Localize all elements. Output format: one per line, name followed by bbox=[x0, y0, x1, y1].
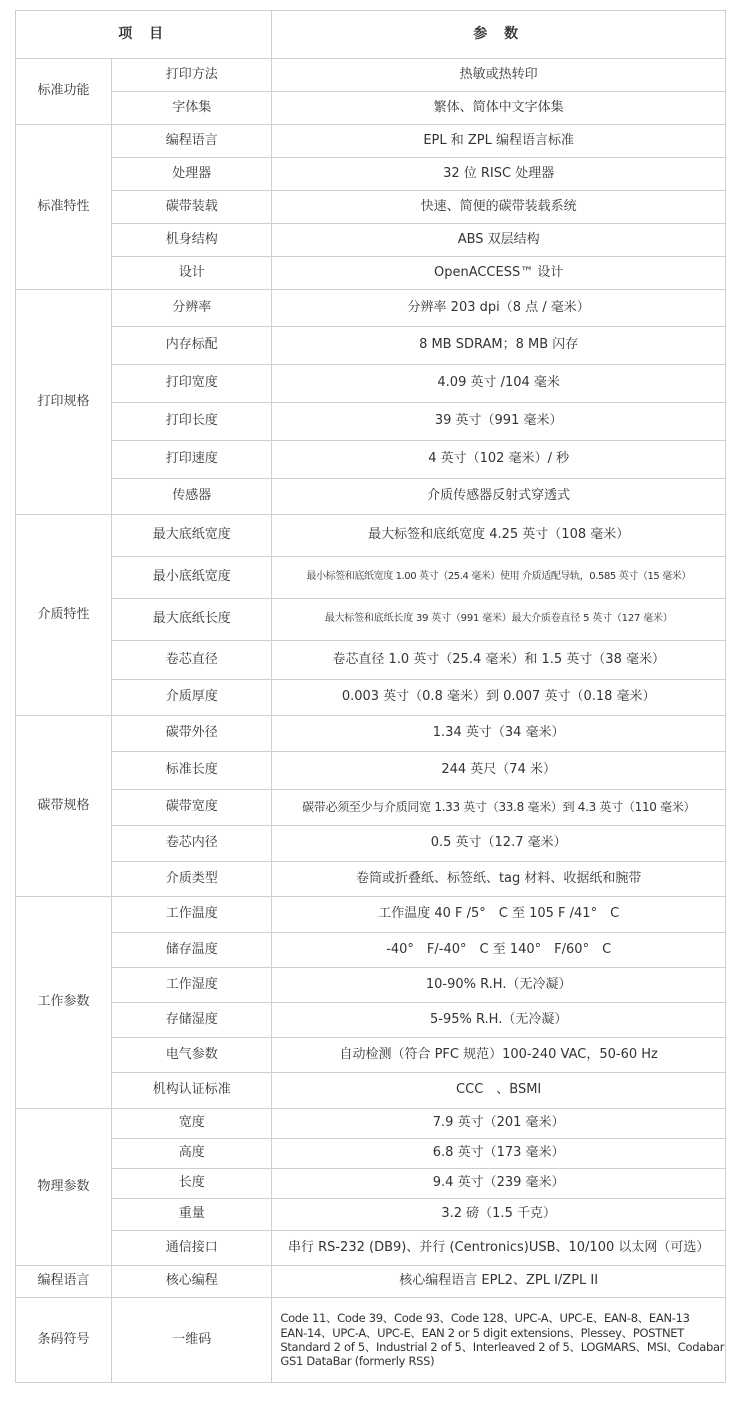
item-value: 最大标签和底纸宽度 4.25 英寸（108 毫米） bbox=[272, 515, 726, 557]
table-row bbox=[16, 557, 726, 599]
item-value: 热敏或热转印 bbox=[272, 59, 726, 92]
group-label: 标准功能 bbox=[16, 59, 112, 125]
table-row bbox=[16, 680, 726, 716]
table-row bbox=[16, 1038, 726, 1073]
item-label: 介质类型 bbox=[112, 862, 272, 897]
item-value: 5-95% R.H.（无冷凝） bbox=[272, 1003, 726, 1038]
table-row bbox=[16, 599, 726, 641]
item-label: 存储湿度 bbox=[112, 1003, 272, 1038]
item-label: 工作湿度 bbox=[112, 968, 272, 1003]
table-row bbox=[16, 641, 726, 680]
item-value: 1.34 英寸（34 毫米） bbox=[272, 716, 726, 752]
item-label: 传感器 bbox=[112, 479, 272, 515]
item-value: -40° F/-40° C 至 140° F/60° C bbox=[272, 933, 726, 968]
item-label: 最大底纸宽度 bbox=[112, 515, 272, 557]
table-row bbox=[16, 59, 726, 92]
item-label: 卷芯内径 bbox=[112, 826, 272, 862]
item-value: 快速、简便的碳带装载系统 bbox=[272, 191, 726, 224]
table-row bbox=[16, 1139, 726, 1169]
item-value: 最大标签和底纸长度 39 英寸（991 毫米）最大介质卷直径 5 英寸（127 毫米） bbox=[272, 599, 726, 641]
header-item: 项 目 bbox=[16, 11, 272, 59]
item-value: 卷芯直径 1.0 英寸（25.4 毫米）和 1.5 英寸（38 毫米） bbox=[272, 641, 726, 680]
barcode-line: Standard 2 of 5、Industrial 2 of 5、Interleaved 2 of 5、LOGMARS、MSI、Codabar bbox=[280, 1340, 725, 1354]
table-row bbox=[16, 125, 726, 158]
barcode-list bbox=[272, 1298, 726, 1383]
item-value: 工作温度 40 F /5° C 至 105 F /41° C bbox=[272, 897, 726, 933]
item-label: 一维码 bbox=[112, 1298, 272, 1383]
item-value: 9.4 英寸（239 毫米） bbox=[272, 1169, 726, 1199]
item-value: ABS 双层结构 bbox=[272, 224, 726, 257]
item-label: 宽度 bbox=[112, 1109, 272, 1139]
table-row bbox=[16, 257, 726, 290]
item-value: 最小标签和底纸宽度 1.00 英寸（25.4 毫米）使用 介质适配导轨，0.585 英寸（15 毫米） bbox=[272, 557, 726, 599]
barcode-line: Code 11、Code 39、Code 93、Code 128、UPC-A、UPC-E、EAN-8、EAN-13 bbox=[280, 1311, 690, 1326]
table-row bbox=[16, 515, 726, 557]
item-label: 标准长度 bbox=[112, 752, 272, 790]
table-row bbox=[16, 290, 726, 327]
table-row bbox=[16, 1003, 726, 1038]
group-label: 工作参数 bbox=[16, 897, 112, 1109]
item-value: 碳带必须至少与介质同宽 1.33 英寸（33.8 毫米）到 4.3 英寸（110 毫米） bbox=[272, 790, 726, 826]
table-row bbox=[16, 1266, 726, 1298]
item-label: 内存标配 bbox=[112, 327, 272, 365]
table-row bbox=[16, 1073, 726, 1109]
item-value: 244 英尺（74 米） bbox=[272, 752, 726, 790]
spec-table bbox=[15, 10, 726, 1383]
item-value: 3.2 磅（1.5 千克） bbox=[272, 1199, 726, 1231]
item-label: 碳带宽度 bbox=[112, 790, 272, 826]
item-value: 分辨率 203 dpi（8 点 / 毫米） bbox=[272, 290, 726, 327]
item-value: OpenACCESS™ 设计 bbox=[272, 257, 726, 290]
group-label: 标准特性 bbox=[16, 125, 112, 290]
table-row bbox=[16, 897, 726, 933]
table-row bbox=[16, 862, 726, 897]
item-label: 设计 bbox=[112, 257, 272, 290]
table-row bbox=[16, 327, 726, 365]
item-label: 打印宽度 bbox=[112, 365, 272, 403]
item-value: 7.9 英寸（201 毫米） bbox=[272, 1109, 726, 1139]
item-label: 机构认证标准 bbox=[112, 1073, 272, 1109]
item-value: 4 英寸（102 毫米）/ 秒 bbox=[272, 441, 726, 479]
item-label: 高度 bbox=[112, 1139, 272, 1169]
table-row bbox=[16, 92, 726, 125]
group-label: 打印规格 bbox=[16, 290, 112, 515]
table-row bbox=[16, 441, 726, 479]
table-row bbox=[16, 1169, 726, 1199]
header-row bbox=[16, 11, 726, 59]
barcode-line: EAN-14、UPC-A、UPC-E、EAN 2 or 5 digit extensions、Plessey、POSTNET bbox=[280, 1325, 684, 1340]
item-label: 编程语言 bbox=[112, 125, 272, 158]
item-label: 处理器 bbox=[112, 158, 272, 191]
group-label: 编程语言 bbox=[16, 1266, 112, 1298]
item-value: 6.8 英寸（173 毫米） bbox=[272, 1139, 726, 1169]
item-label: 电气参数 bbox=[112, 1038, 272, 1073]
item-value: 繁体、简体中文字体集 bbox=[272, 92, 726, 125]
table-row bbox=[16, 479, 726, 515]
item-label: 分辨率 bbox=[112, 290, 272, 327]
table-row bbox=[16, 1298, 726, 1383]
item-label: 打印方法 bbox=[112, 59, 272, 92]
item-label: 长度 bbox=[112, 1169, 272, 1199]
item-label: 最小底纸宽度 bbox=[112, 557, 272, 599]
item-value: 10-90% R.H.（无冷凝） bbox=[272, 968, 726, 1003]
item-value: 核心编程语言 EPL2、ZPL I/ZPL II bbox=[272, 1266, 726, 1298]
item-value: 32 位 RISC 处理器 bbox=[272, 158, 726, 191]
item-label: 打印速度 bbox=[112, 441, 272, 479]
table-row bbox=[16, 933, 726, 968]
item-value: 介质传感器反射式穿透式 bbox=[272, 479, 726, 515]
table-row bbox=[16, 752, 726, 790]
item-label: 通信接口 bbox=[112, 1231, 272, 1266]
item-value: CCC 、BSMI bbox=[272, 1073, 726, 1109]
item-label: 机身结构 bbox=[112, 224, 272, 257]
item-label: 介质厚度 bbox=[112, 680, 272, 716]
item-value: 0.5 英寸（12.7 毫米） bbox=[272, 826, 726, 862]
group-label: 介质特性 bbox=[16, 515, 112, 716]
group-label: 碳带规格 bbox=[16, 716, 112, 897]
table-row bbox=[16, 1109, 726, 1139]
item-label: 核心编程 bbox=[112, 1266, 272, 1298]
table-row bbox=[16, 365, 726, 403]
item-value: 4.09 英寸 /104 毫米 bbox=[272, 365, 726, 403]
table-row bbox=[16, 790, 726, 826]
item-label: 卷芯直径 bbox=[112, 641, 272, 680]
item-label: 碳带外径 bbox=[112, 716, 272, 752]
item-label: 字体集 bbox=[112, 92, 272, 125]
item-value: 自动检测（符合 PFC 规范）100-240 VAC，50-60 Hz bbox=[272, 1038, 726, 1073]
item-label: 储存温度 bbox=[112, 933, 272, 968]
table-row bbox=[16, 191, 726, 224]
item-label: 最大底纸长度 bbox=[112, 599, 272, 641]
table-row bbox=[16, 1231, 726, 1266]
item-label: 工作温度 bbox=[112, 897, 272, 933]
item-value: 8 MB SDRAM；8 MB 闪存 bbox=[272, 327, 726, 365]
item-value: 卷筒或折叠纸、标签纸、tag 材料、收据纸和腕带 bbox=[272, 862, 726, 897]
item-label: 打印长度 bbox=[112, 403, 272, 441]
table-row bbox=[16, 1199, 726, 1231]
group-label: 物理参数 bbox=[16, 1109, 112, 1266]
table-row bbox=[16, 224, 726, 257]
item-label: 重量 bbox=[112, 1199, 272, 1231]
item-value: EPL 和 ZPL 编程语言标准 bbox=[272, 125, 726, 158]
item-value: 0.003 英寸（0.8 毫米）到 0.007 英寸（0.18 毫米） bbox=[272, 680, 726, 716]
item-value: 串行 RS-232 (DB9)、并行 (Centronics)USB、10/100 以太网（可选） bbox=[272, 1231, 726, 1266]
table-row bbox=[16, 158, 726, 191]
group-label: 条码符号 bbox=[16, 1298, 112, 1383]
table-row bbox=[16, 968, 726, 1003]
item-value: 39 英寸（991 毫米） bbox=[272, 403, 726, 441]
table-row bbox=[16, 403, 726, 441]
header-param: 参 数 bbox=[272, 11, 726, 59]
table-row bbox=[16, 716, 726, 752]
table-row bbox=[16, 826, 726, 862]
barcode-line: GS1 DataBar (formerly RSS) bbox=[280, 1354, 435, 1369]
item-label: 碳带装载 bbox=[112, 191, 272, 224]
